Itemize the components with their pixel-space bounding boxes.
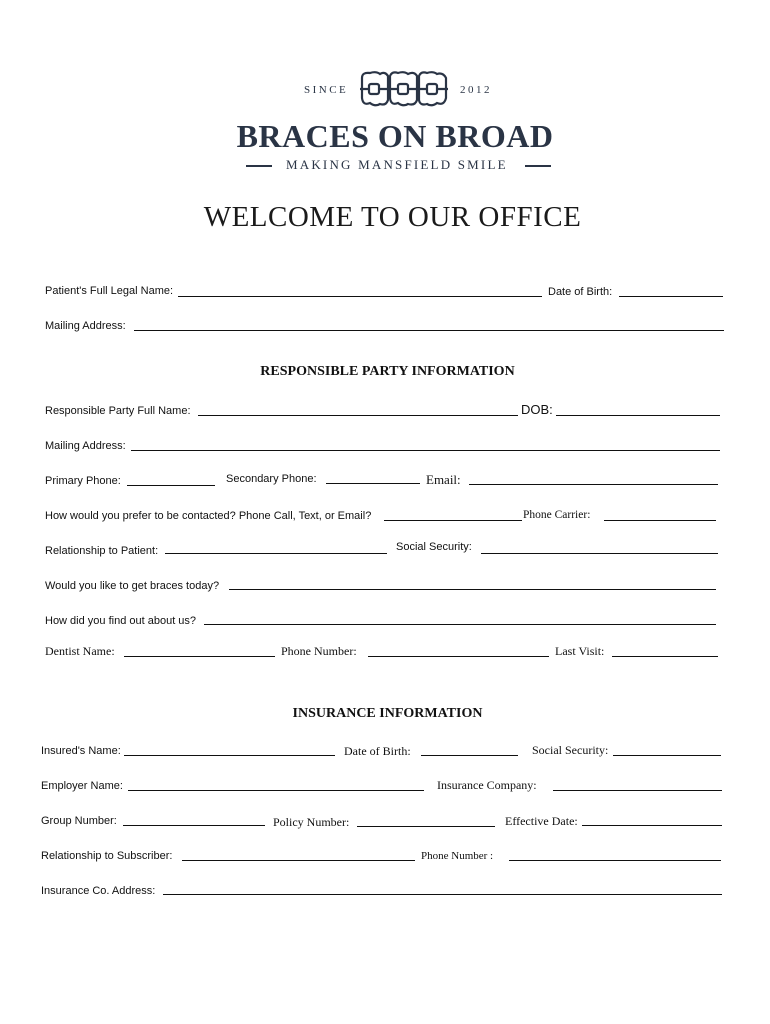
ins-group-field[interactable] xyxy=(123,825,265,826)
ins-dob-label: Date of Birth: xyxy=(344,744,411,758)
brand-tagline: MAKING MANSFIELD SMILE xyxy=(286,157,508,172)
ins-policy-label: Policy Number: xyxy=(273,815,350,829)
rp-dob-label: DOB: xyxy=(521,402,553,417)
rp-secondary-phone-field[interactable] xyxy=(326,483,420,484)
rp-phone-carrier-label: Phone Carrier: xyxy=(523,509,591,521)
patient-name-field[interactable] xyxy=(178,296,542,297)
rp-braces-today-field[interactable] xyxy=(229,589,716,590)
rp-find-out-field[interactable] xyxy=(204,624,716,625)
rp-dentist-phone-label: Phone Number: xyxy=(281,644,357,658)
rp-primary-phone-field[interactable] xyxy=(127,485,215,486)
rp-primary-phone-label: Primary Phone: xyxy=(45,475,121,487)
teeth-braces-logo-icon xyxy=(358,70,450,110)
logo-since-text: SINCE xyxy=(304,84,349,96)
rp-name-label: Responsible Party Full Name: xyxy=(45,405,191,417)
rp-name-field[interactable] xyxy=(198,415,518,416)
rp-last-visit-field[interactable] xyxy=(612,656,718,657)
ins-group-label: Group Number: xyxy=(41,815,117,827)
rp-email-label: Email: xyxy=(426,472,461,487)
logo-year-text: 2012 xyxy=(460,84,492,96)
rp-contact-pref-label: How would you prefer to be contacted? Phone Call, Text, or Email? xyxy=(45,510,372,522)
ins-company-label: Insurance Company: xyxy=(437,778,537,792)
patient-mailing-label: Mailing Address: xyxy=(45,320,126,332)
rp-relationship-label: Relationship to Patient: xyxy=(45,545,159,557)
rp-dentist-name-field[interactable] xyxy=(124,656,275,657)
ins-employer-field[interactable] xyxy=(128,790,424,791)
insurance-heading: INSURANCE INFORMATION xyxy=(292,706,483,721)
ins-relationship-field[interactable] xyxy=(182,860,415,861)
rp-email-field[interactable] xyxy=(469,484,718,485)
responsible-party-heading: RESPONSIBLE PARTY INFORMATION xyxy=(260,364,515,379)
ins-name-label: Insured's Name: xyxy=(41,745,121,757)
rp-last-visit-label: Last Visit: xyxy=(555,644,605,658)
rp-ssn-field[interactable] xyxy=(481,553,718,554)
rp-dentist-phone-field[interactable] xyxy=(368,656,549,657)
page-title: WELCOME TO OUR OFFICE xyxy=(203,201,582,233)
rp-ssn-label: Social Security: xyxy=(396,541,472,553)
ins-company-field[interactable] xyxy=(553,790,722,791)
ins-name-field[interactable] xyxy=(124,755,335,756)
ins-address-field[interactable] xyxy=(163,894,722,895)
brand-name: BRACES ON BROAD xyxy=(236,118,554,154)
ins-employer-label: Employer Name: xyxy=(41,780,123,792)
rp-mailing-field[interactable] xyxy=(131,450,720,451)
ins-dob-field[interactable] xyxy=(421,755,518,756)
ins-effective-label: Effective Date: xyxy=(505,814,578,828)
rp-phone-carrier-field[interactable] xyxy=(604,520,716,521)
rp-contact-pref-field[interactable] xyxy=(384,520,522,521)
ins-ssn-label: Social Security: xyxy=(532,743,609,757)
patient-mailing-field[interactable] xyxy=(134,330,724,331)
tagline-left-rule xyxy=(246,165,272,167)
patient-dob-label: Date of Birth: xyxy=(548,286,613,298)
ins-ssn-field[interactable] xyxy=(613,755,721,756)
rp-secondary-phone-label: Secondary Phone: xyxy=(226,473,317,485)
rp-dob-field[interactable] xyxy=(556,415,720,416)
rp-find-out-label: How did you find out about us? xyxy=(45,615,197,627)
ins-phone-field[interactable] xyxy=(509,860,721,861)
patient-name-label: Patient's Full Legal Name: xyxy=(45,285,174,297)
ins-phone-label: Phone Number : xyxy=(421,850,494,862)
ins-relationship-label: Relationship to Subscriber: xyxy=(41,850,173,862)
rp-braces-today-label: Would you like to get braces today? xyxy=(45,580,220,592)
tagline-right-rule xyxy=(525,165,551,167)
rp-dentist-name-label: Dentist Name: xyxy=(45,644,115,658)
ins-effective-field[interactable] xyxy=(582,825,722,826)
ins-address-label: Insurance Co. Address: xyxy=(41,885,156,897)
rp-mailing-label: Mailing Address: xyxy=(45,440,126,452)
rp-relationship-field[interactable] xyxy=(165,553,387,554)
ins-policy-field[interactable] xyxy=(357,826,495,827)
patient-dob-field[interactable] xyxy=(619,296,723,297)
